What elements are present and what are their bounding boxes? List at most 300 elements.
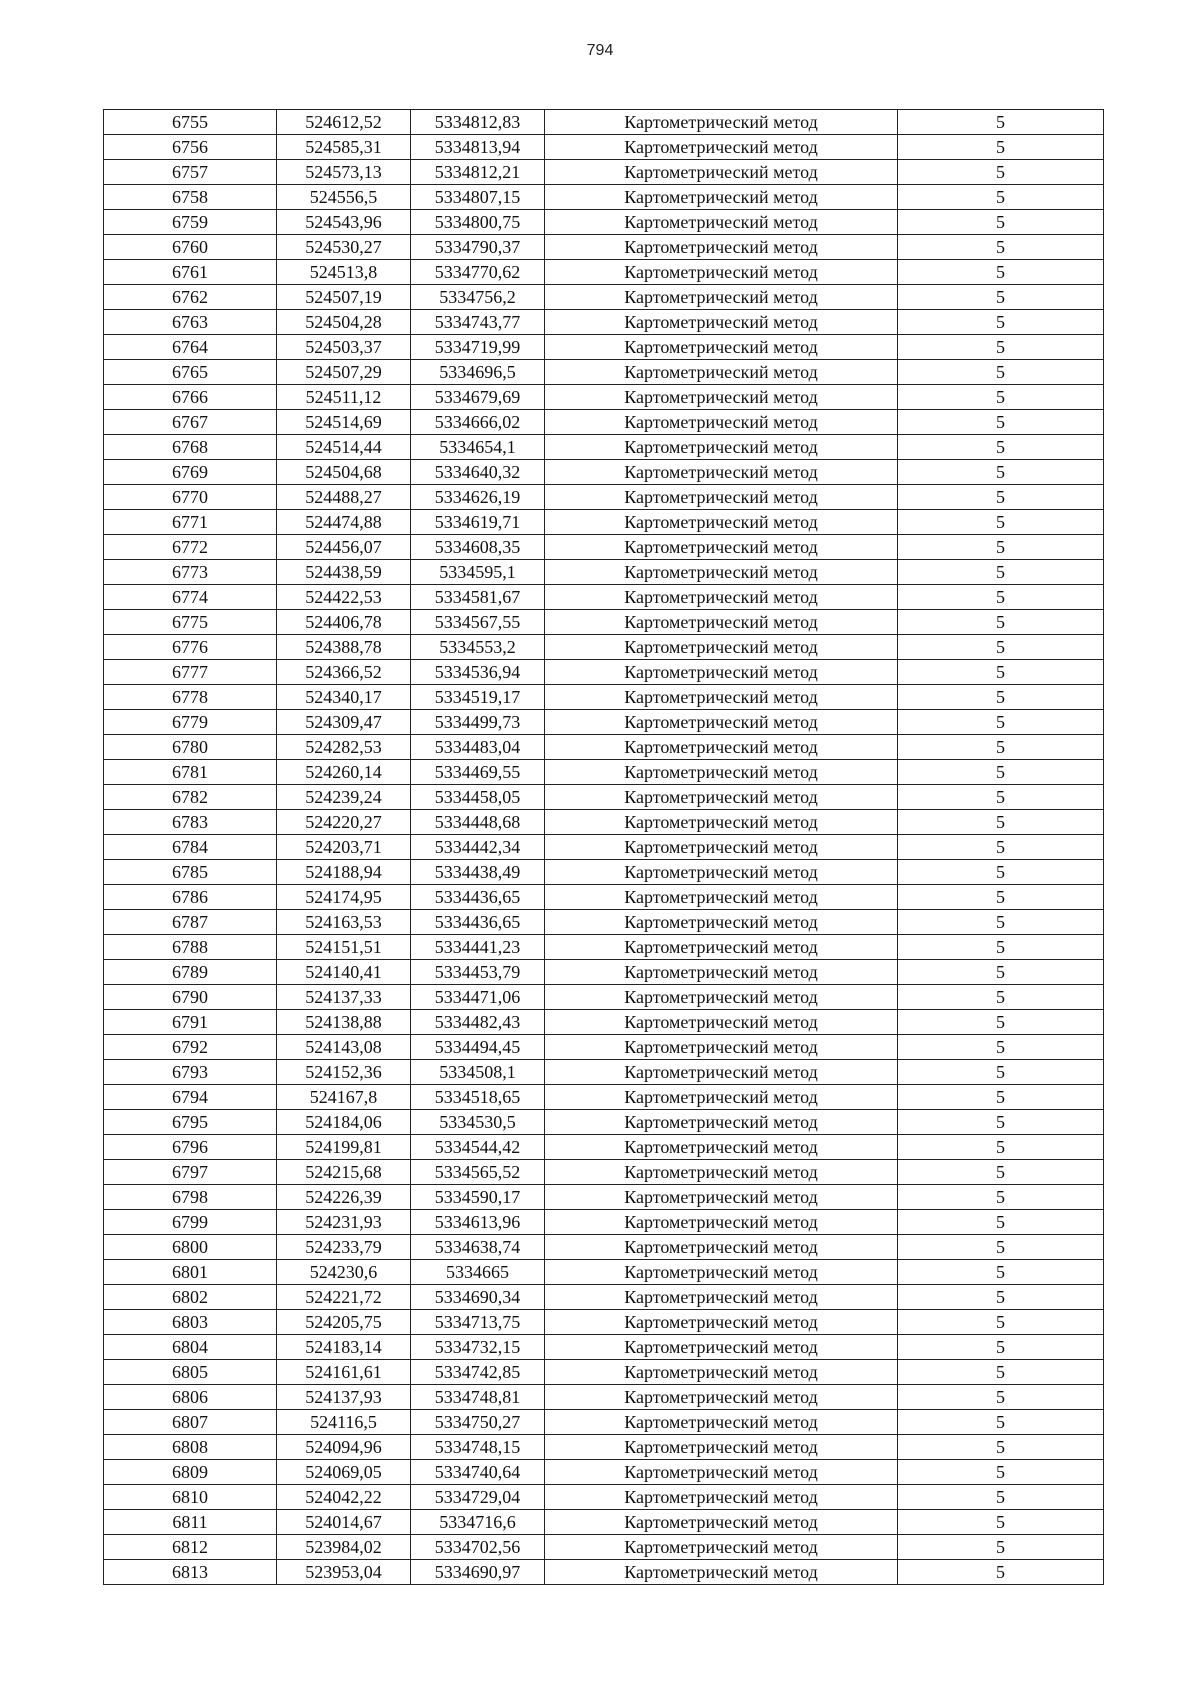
y-coordinate-cell: 5334750,27 [411,1410,545,1435]
point-number-cell: 6805 [104,1360,277,1385]
point-number-cell: 6809 [104,1460,277,1485]
point-number-cell: 6797 [104,1160,277,1185]
table-row [104,485,1104,510]
point-number-cell: 6785 [104,860,277,885]
table-row [104,935,1104,960]
x-coordinate-cell: 524543,96 [277,210,411,235]
accuracy-cell: 5 [898,685,1104,710]
x-coordinate-cell: 524152,36 [277,1060,411,1085]
x-coordinate-cell: 524220,27 [277,810,411,835]
table-row [104,885,1104,910]
y-coordinate-cell: 5334679,69 [411,385,545,410]
x-coordinate-cell: 524183,14 [277,1335,411,1360]
method-cell: Картометрический метод [545,1485,898,1510]
accuracy-cell: 5 [898,435,1104,460]
table-row [104,210,1104,235]
table-row [104,1485,1104,1510]
x-coordinate-cell: 524151,51 [277,935,411,960]
point-number-cell: 6789 [104,960,277,985]
point-number-cell: 6781 [104,760,277,785]
accuracy-cell: 5 [898,235,1104,260]
point-number-cell: 6760 [104,235,277,260]
table-row [104,285,1104,310]
x-coordinate-cell: 524199,81 [277,1135,411,1160]
table-row [104,585,1104,610]
x-coordinate-cell: 524215,68 [277,1160,411,1185]
accuracy-cell: 5 [898,1385,1104,1410]
accuracy-cell: 5 [898,1335,1104,1360]
method-cell: Картометрический метод [545,410,898,435]
y-coordinate-cell: 5334640,32 [411,460,545,485]
method-cell: Картометрический метод [545,1410,898,1435]
method-cell: Картометрический метод [545,185,898,210]
x-coordinate-cell: 524474,88 [277,510,411,535]
accuracy-cell: 5 [898,110,1104,135]
table-row [104,1285,1104,1310]
method-cell: Картометрический метод [545,1210,898,1235]
x-coordinate-cell: 523984,02 [277,1535,411,1560]
point-number-cell: 6777 [104,660,277,685]
table-row [104,860,1104,885]
accuracy-cell: 5 [898,960,1104,985]
method-cell: Картометрический метод [545,1460,898,1485]
method-cell: Картометрический метод [545,860,898,885]
accuracy-cell: 5 [898,1410,1104,1435]
point-number-cell: 6808 [104,1435,277,1460]
point-number-cell: 6779 [104,710,277,735]
x-coordinate-cell: 524488,27 [277,485,411,510]
point-number-cell: 6803 [104,1310,277,1335]
x-coordinate-cell: 524230,6 [277,1260,411,1285]
accuracy-cell: 5 [898,1160,1104,1185]
method-cell: Картометрический метод [545,685,898,710]
table-row [104,110,1104,135]
x-coordinate-cell: 524282,53 [277,735,411,760]
point-number-cell: 6773 [104,560,277,585]
table-row [104,835,1104,860]
accuracy-cell: 5 [898,935,1104,960]
method-cell: Картометрический метод [545,1310,898,1335]
method-cell: Картометрический метод [545,585,898,610]
y-coordinate-cell: 5334696,5 [411,360,545,385]
x-coordinate-cell: 524143,08 [277,1035,411,1060]
y-coordinate-cell: 5334666,02 [411,410,545,435]
y-coordinate-cell: 5334436,65 [411,910,545,935]
x-coordinate-cell: 524226,39 [277,1185,411,1210]
x-coordinate-cell: 524042,22 [277,1485,411,1510]
x-coordinate-cell: 524530,27 [277,235,411,260]
y-coordinate-cell: 5334518,65 [411,1085,545,1110]
accuracy-cell: 5 [898,810,1104,835]
accuracy-cell: 5 [898,585,1104,610]
accuracy-cell: 5 [898,1010,1104,1035]
x-coordinate-cell: 524504,68 [277,460,411,485]
accuracy-cell: 5 [898,210,1104,235]
table-row [104,1560,1104,1585]
method-cell: Картометрический метод [545,1160,898,1185]
accuracy-cell: 5 [898,760,1104,785]
point-number-cell: 6778 [104,685,277,710]
x-coordinate-cell: 524167,8 [277,1085,411,1110]
method-cell: Картометрический метод [545,135,898,160]
y-coordinate-cell: 5334441,23 [411,935,545,960]
coordinates-table [103,109,1104,1585]
y-coordinate-cell: 5334494,45 [411,1035,545,1060]
x-coordinate-cell: 524438,59 [277,560,411,585]
accuracy-cell: 5 [898,1085,1104,1110]
point-number-cell: 6783 [104,810,277,835]
point-number-cell: 6782 [104,785,277,810]
x-coordinate-cell: 524140,41 [277,960,411,985]
table-row [104,1535,1104,1560]
method-cell: Картометрический метод [545,360,898,385]
y-coordinate-cell: 5334442,34 [411,835,545,860]
method-cell: Картометрический метод [545,760,898,785]
method-cell: Картометрический метод [545,535,898,560]
method-cell: Картометрический метод [545,710,898,735]
accuracy-cell: 5 [898,460,1104,485]
y-coordinate-cell: 5334536,94 [411,660,545,685]
x-coordinate-cell: 524094,96 [277,1435,411,1460]
x-coordinate-cell: 524507,19 [277,285,411,310]
accuracy-cell: 5 [898,360,1104,385]
accuracy-cell: 5 [898,1460,1104,1485]
y-coordinate-cell: 5334482,43 [411,1010,545,1035]
x-coordinate-cell: 524184,06 [277,1110,411,1135]
y-coordinate-cell: 5334729,04 [411,1485,545,1510]
accuracy-cell: 5 [898,1210,1104,1235]
table-row [104,1235,1104,1260]
method-cell: Картометрический метод [545,485,898,510]
x-coordinate-cell: 524116,5 [277,1410,411,1435]
point-number-cell: 6758 [104,185,277,210]
accuracy-cell: 5 [898,160,1104,185]
x-coordinate-cell: 524205,75 [277,1310,411,1335]
table-row [104,235,1104,260]
x-coordinate-cell: 524309,47 [277,710,411,735]
point-number-cell: 6770 [104,485,277,510]
x-coordinate-cell: 524188,94 [277,860,411,885]
accuracy-cell: 5 [898,910,1104,935]
method-cell: Картометрический метод [545,1510,898,1535]
point-number-cell: 6761 [104,260,277,285]
x-coordinate-cell: 524203,71 [277,835,411,860]
table-row [104,385,1104,410]
table-row [104,260,1104,285]
x-coordinate-cell: 524069,05 [277,1460,411,1485]
point-number-cell: 6780 [104,735,277,760]
method-cell: Картометрический метод [545,1560,898,1585]
method-cell: Картометрический метод [545,1135,898,1160]
y-coordinate-cell: 5334743,77 [411,310,545,335]
point-number-cell: 6784 [104,835,277,860]
y-coordinate-cell: 5334756,2 [411,285,545,310]
table-row [104,735,1104,760]
table-row [104,785,1104,810]
method-cell: Картометрический метод [545,385,898,410]
point-number-cell: 6771 [104,510,277,535]
accuracy-cell: 5 [898,310,1104,335]
table-row [104,1260,1104,1285]
method-cell: Картометрический метод [545,110,898,135]
y-coordinate-cell: 5334453,79 [411,960,545,985]
y-coordinate-cell: 5334719,99 [411,335,545,360]
point-number-cell: 6791 [104,1010,277,1035]
point-number-cell: 6804 [104,1335,277,1360]
x-coordinate-cell: 524503,37 [277,335,411,360]
accuracy-cell: 5 [898,635,1104,660]
y-coordinate-cell: 5334519,17 [411,685,545,710]
accuracy-cell: 5 [898,1285,1104,1310]
y-coordinate-cell: 5334483,04 [411,735,545,760]
accuracy-cell: 5 [898,1185,1104,1210]
x-coordinate-cell: 524511,12 [277,385,411,410]
table-row [104,1385,1104,1410]
method-cell: Картометрический метод [545,1260,898,1285]
point-number-cell: 6766 [104,385,277,410]
y-coordinate-cell: 5334438,49 [411,860,545,885]
accuracy-cell: 5 [898,985,1104,1010]
method-cell: Картометрический метод [545,910,898,935]
point-number-cell: 6767 [104,410,277,435]
y-coordinate-cell: 5334553,2 [411,635,545,660]
method-cell: Картометрический метод [545,1035,898,1060]
x-coordinate-cell: 524221,72 [277,1285,411,1310]
y-coordinate-cell: 5334713,75 [411,1310,545,1335]
point-number-cell: 6807 [104,1410,277,1435]
x-coordinate-cell: 524163,53 [277,910,411,935]
y-coordinate-cell: 5334732,15 [411,1335,545,1360]
y-coordinate-cell: 5334690,34 [411,1285,545,1310]
accuracy-cell: 5 [898,1260,1104,1285]
point-number-cell: 6764 [104,335,277,360]
table-row [104,1110,1104,1135]
table-row [104,760,1104,785]
method-cell: Картометрический метод [545,985,898,1010]
y-coordinate-cell: 5334638,74 [411,1235,545,1260]
accuracy-cell: 5 [898,735,1104,760]
table-row [104,1335,1104,1360]
table-row [104,1085,1104,1110]
table-row [104,710,1104,735]
point-number-cell: 6798 [104,1185,277,1210]
table-row [104,1135,1104,1160]
accuracy-cell: 5 [898,835,1104,860]
table-row [104,185,1104,210]
table-row [104,310,1104,335]
table-row [104,1185,1104,1210]
y-coordinate-cell: 5334469,55 [411,760,545,785]
x-coordinate-cell: 524260,14 [277,760,411,785]
table-row [104,635,1104,660]
table-row [104,1410,1104,1435]
method-cell: Картометрический метод [545,1435,898,1460]
accuracy-cell: 5 [898,660,1104,685]
method-cell: Картометрический метод [545,1110,898,1135]
table-row [104,360,1104,385]
table-row [104,435,1104,460]
method-cell: Картометрический метод [545,435,898,460]
accuracy-cell: 5 [898,885,1104,910]
y-coordinate-cell: 5334448,68 [411,810,545,835]
y-coordinate-cell: 5334608,35 [411,535,545,560]
table-row [104,685,1104,710]
accuracy-cell: 5 [898,860,1104,885]
x-coordinate-cell: 524014,67 [277,1510,411,1535]
method-cell: Картометрический метод [545,1360,898,1385]
point-number-cell: 6801 [104,1260,277,1285]
accuracy-cell: 5 [898,485,1104,510]
x-coordinate-cell: 524585,31 [277,135,411,160]
point-number-cell: 6755 [104,110,277,135]
y-coordinate-cell: 5334595,1 [411,560,545,585]
point-number-cell: 6806 [104,1385,277,1410]
y-coordinate-cell: 5334800,75 [411,210,545,235]
point-number-cell: 6813 [104,1560,277,1585]
accuracy-cell: 5 [898,1510,1104,1535]
x-coordinate-cell: 524161,61 [277,1360,411,1385]
y-coordinate-cell: 5334508,1 [411,1060,545,1085]
point-number-cell: 6765 [104,360,277,385]
y-coordinate-cell: 5334544,42 [411,1135,545,1160]
method-cell: Картометрический метод [545,1010,898,1035]
point-number-cell: 6787 [104,910,277,935]
page-number: 794 [586,42,614,59]
method-cell: Картометрический метод [545,785,898,810]
table-row [104,335,1104,360]
y-coordinate-cell: 5334748,81 [411,1385,545,1410]
x-coordinate-cell: 524174,95 [277,885,411,910]
accuracy-cell: 5 [898,1035,1104,1060]
method-cell: Картометрический метод [545,610,898,635]
method-cell: Картометрический метод [545,1085,898,1110]
x-coordinate-cell: 524507,29 [277,360,411,385]
table-row [104,810,1104,835]
accuracy-cell: 5 [898,1135,1104,1160]
y-coordinate-cell: 5334748,15 [411,1435,545,1460]
y-coordinate-cell: 5334458,05 [411,785,545,810]
table-row [104,460,1104,485]
table-row [104,560,1104,585]
table-row [104,1435,1104,1460]
x-coordinate-cell: 524556,5 [277,185,411,210]
point-number-cell: 6788 [104,935,277,960]
accuracy-cell: 5 [898,335,1104,360]
accuracy-cell: 5 [898,535,1104,560]
method-cell: Картометрический метод [545,885,898,910]
method-cell: Картометрический метод [545,1060,898,1085]
y-coordinate-cell: 5334567,55 [411,610,545,635]
accuracy-cell: 5 [898,560,1104,585]
accuracy-cell: 5 [898,1110,1104,1135]
accuracy-cell: 5 [898,610,1104,635]
method-cell: Картометрический метод [545,1285,898,1310]
accuracy-cell: 5 [898,1435,1104,1460]
accuracy-cell: 5 [898,135,1104,160]
x-coordinate-cell: 524514,44 [277,435,411,460]
method-cell: Картометрический метод [545,935,898,960]
method-cell: Картометрический метод [545,310,898,335]
table-row [104,535,1104,560]
y-coordinate-cell: 5334530,5 [411,1110,545,1135]
point-number-cell: 6757 [104,160,277,185]
accuracy-cell: 5 [898,785,1104,810]
table-row [104,1035,1104,1060]
x-coordinate-cell: 524456,07 [277,535,411,560]
x-coordinate-cell: 524504,28 [277,310,411,335]
y-coordinate-cell: 5334499,73 [411,710,545,735]
table-row [104,135,1104,160]
y-coordinate-cell: 5334619,71 [411,510,545,535]
y-coordinate-cell: 5334565,52 [411,1160,545,1185]
x-coordinate-cell: 524138,88 [277,1010,411,1035]
method-cell: Картометрический метод [545,160,898,185]
method-cell: Картометрический метод [545,335,898,360]
accuracy-cell: 5 [898,185,1104,210]
x-coordinate-cell: 524340,17 [277,685,411,710]
y-coordinate-cell: 5334690,97 [411,1560,545,1585]
table-row [104,1210,1104,1235]
point-number-cell: 6790 [104,985,277,1010]
method-cell: Картометрический метод [545,510,898,535]
method-cell: Картометрический метод [545,810,898,835]
method-cell: Картометрический метод [545,1185,898,1210]
point-number-cell: 6802 [104,1285,277,1310]
method-cell: Картометрический метод [545,285,898,310]
x-coordinate-cell: 524406,78 [277,610,411,635]
method-cell: Картометрический метод [545,560,898,585]
point-number-cell: 6796 [104,1135,277,1160]
point-number-cell: 6811 [104,1510,277,1535]
point-number-cell: 6800 [104,1235,277,1260]
accuracy-cell: 5 [898,1485,1104,1510]
method-cell: Картометрический метод [545,1535,898,1560]
accuracy-cell: 5 [898,385,1104,410]
method-cell: Картометрический метод [545,460,898,485]
table-row [104,1310,1104,1335]
y-coordinate-cell: 5334716,6 [411,1510,545,1535]
method-cell: Картометрический метод [545,235,898,260]
point-number-cell: 6756 [104,135,277,160]
table-row [104,1060,1104,1085]
y-coordinate-cell: 5334812,83 [411,110,545,135]
y-coordinate-cell: 5334471,06 [411,985,545,1010]
method-cell: Картометрический метод [545,835,898,860]
accuracy-cell: 5 [898,710,1104,735]
accuracy-cell: 5 [898,285,1104,310]
x-coordinate-cell: 524137,93 [277,1385,411,1410]
accuracy-cell: 5 [898,1060,1104,1085]
x-coordinate-cell: 524239,24 [277,785,411,810]
table-row [104,660,1104,685]
point-number-cell: 6812 [104,1535,277,1560]
point-number-cell: 6786 [104,885,277,910]
method-cell: Картометрический метод [545,635,898,660]
y-coordinate-cell: 5334807,15 [411,185,545,210]
method-cell: Картометрический метод [545,1335,898,1360]
table-row [104,960,1104,985]
accuracy-cell: 5 [898,410,1104,435]
y-coordinate-cell: 5334581,67 [411,585,545,610]
method-cell: Картометрический метод [545,660,898,685]
point-number-cell: 6775 [104,610,277,635]
method-cell: Картометрический метод [545,260,898,285]
method-cell: Картометрический метод [545,735,898,760]
point-number-cell: 6810 [104,1485,277,1510]
point-number-cell: 6795 [104,1110,277,1135]
accuracy-cell: 5 [898,1560,1104,1585]
x-coordinate-cell: 524422,53 [277,585,411,610]
